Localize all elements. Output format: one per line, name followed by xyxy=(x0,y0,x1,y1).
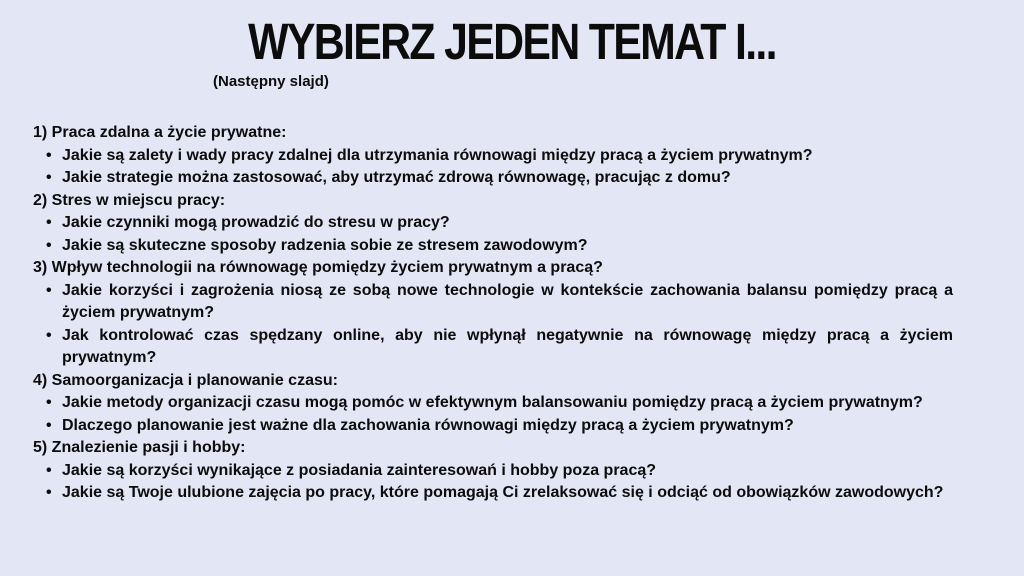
bullet-marker-icon: • xyxy=(46,484,52,501)
bullet-item xyxy=(33,415,953,438)
bullet-item xyxy=(33,325,953,370)
bullet-marker-icon: • xyxy=(46,236,52,254)
bullet-marker-icon: • xyxy=(46,214,52,231)
topic-heading: 2) Stres w miejscu pracy: xyxy=(33,191,226,209)
bullet-text: Dlaczego planowanie jest ważne dla zachowania równowagi między pracą a życiem prywatnym? xyxy=(62,416,794,434)
bullet-text: Jakie są korzyści wynikające z posiadania zainteresowań i hobby poza pracą? xyxy=(62,461,657,479)
bullet-marker-icon: • xyxy=(46,461,52,479)
topic-heading: 1) Praca zdalna a życie prywatne: xyxy=(33,124,287,141)
slide-subtitle: (Następny slajd) xyxy=(213,73,329,90)
topic-heading: 4) Samoorganizacja i planowanie czasu: xyxy=(33,371,338,389)
bullet-text: Jakie strategie można zastosować, aby utrzymać zdrową równowagę, pracując z domu? xyxy=(62,169,731,186)
bullet-marker-icon: • xyxy=(46,394,52,411)
bullet-marker-icon: • xyxy=(46,326,52,344)
bullet-marker-icon: • xyxy=(46,281,52,299)
bullet-item xyxy=(33,392,953,415)
bullet-item xyxy=(33,212,953,235)
bullet-item xyxy=(33,167,953,190)
bullet-marker-icon: • xyxy=(46,169,52,186)
topics-list xyxy=(33,122,953,505)
bullet-text: Jakie czynniki mogą prowadzić do stresu w pracy? xyxy=(62,214,450,231)
bullet-item xyxy=(33,235,953,258)
bullet-item xyxy=(33,460,953,483)
bullet-item xyxy=(33,280,953,325)
bullet-text: Jak kontrolować czas spędzany online, aby nie wpłynął negatywnie na równowagę między pracą a życiem prywatnym? xyxy=(62,326,953,366)
bullet-item xyxy=(33,482,953,505)
bullet-item xyxy=(33,145,953,168)
bullet-text: Jakie są skuteczne sposoby radzenia sobie ze stresem zawodowym? xyxy=(62,236,588,254)
topic-heading: 5) Znalezienie pasji i hobby: xyxy=(33,439,246,456)
bullet-text: Jakie metody organizacji czasu mogą pomóc w efektywnym balansowaniu pomiędzy pracą a życiem prywatnym? xyxy=(62,394,923,411)
bullet-text: Jakie korzyści i zagrożenia niosą ze sobą nowe technologie w kontekście zachowania balansu pomiędzy pracą a życiem prywatnym? xyxy=(62,281,953,321)
bullet-text: Jakie są Twoje ulubione zajęcia po pracy, które pomagają Ci zrelaksować się i odciąć od obowiązków zawodowych? xyxy=(62,484,944,501)
topic-heading: 3) Wpływ technologii na równowagę pomiędzy życiem prywatnym a pracą? xyxy=(33,259,603,276)
bullet-marker-icon: • xyxy=(46,416,52,434)
slide-title: WYBIERZ JEDEN TEMAT I... xyxy=(248,13,776,70)
bullet-text: Jakie są zalety i wady pracy zdalnej dla utrzymania równowagi między pracą a życiem prywatnym? xyxy=(62,146,813,164)
bullet-marker-icon: • xyxy=(46,146,52,164)
